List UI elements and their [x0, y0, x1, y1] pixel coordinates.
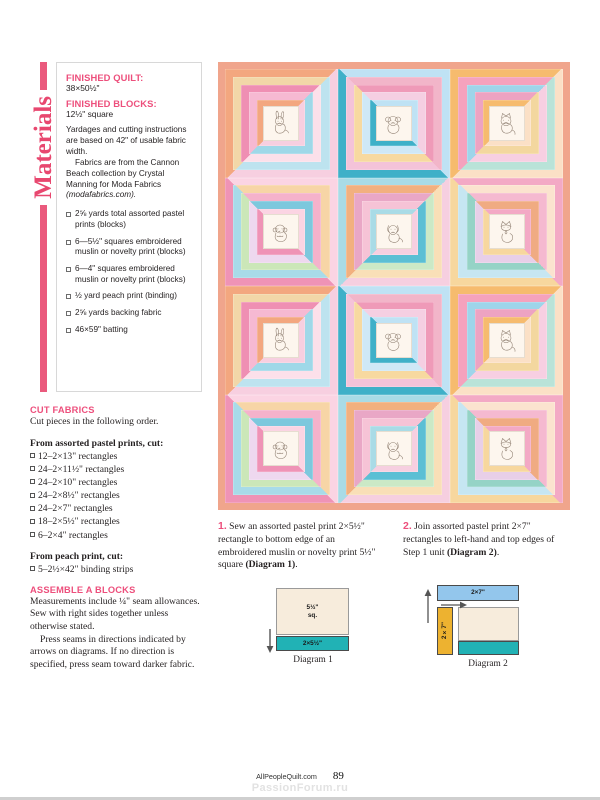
- materials-note-italic: (modafabrics.com).: [66, 190, 137, 200]
- embroidered-center-square: [376, 106, 412, 141]
- list-item: 24–2×8½" rectangles: [30, 489, 205, 502]
- list-item: 2⅝ yards backing fabric: [66, 308, 192, 319]
- embroidered-center-square: [489, 431, 525, 466]
- quilt-block: [338, 286, 451, 395]
- diagram-2-top-label: 2×7": [471, 589, 485, 597]
- step-text: Join assorted pastel print 2×7" rectangles to left-hand and top edges of Step 1 unit: [403, 521, 555, 558]
- materials-note-line2: Fabrics are from the Cannon Beach collection by Crystal Manning for Moda Fabrics (modafabrics.com).: [66, 157, 180, 200]
- checkbox-icon[interactable]: [66, 294, 71, 299]
- checkbox-icon[interactable]: [66, 311, 71, 316]
- press-arrow-left-icon: [441, 601, 467, 609]
- quilt-block: [225, 395, 338, 504]
- embroidered-center-square: [376, 214, 412, 249]
- checkbox-icon[interactable]: [66, 240, 71, 245]
- checkbox-icon[interactable]: [30, 532, 35, 537]
- embroidered-center-square: [376, 431, 412, 466]
- quilt-block: [225, 69, 338, 178]
- diagram-1-strip: [276, 636, 349, 651]
- peach-print-list: [30, 563, 205, 576]
- pastel-prints-list: [30, 450, 205, 542]
- press-arrow-icon: [266, 629, 274, 653]
- finished-blocks-value: 12½" square: [66, 108, 114, 119]
- diagram-1-caption: Diagram 1: [293, 655, 333, 665]
- embroidered-center-square: [489, 323, 525, 358]
- assemble-para-1: Measurements include ¼" seam allowances. Sew with right sides together unless otherwise stated.: [30, 595, 200, 633]
- materials-list: [66, 209, 192, 335]
- finished-quilt-heading: FINISHED QUILT:: [66, 72, 144, 83]
- step-tail: .: [295, 559, 298, 571]
- diagram-2-side-label: 2×7": [441, 622, 449, 640]
- step-tail: .: [496, 546, 500, 558]
- checkbox-icon[interactable]: [30, 493, 35, 498]
- checkbox-icon[interactable]: [30, 506, 35, 511]
- list-item: 2⅝ yards total assorted pastel prints (blocks): [66, 209, 192, 230]
- step-diagram-ref: (Diagram 2): [446, 546, 497, 558]
- diagram-2-square: [458, 607, 519, 641]
- list-item: 18–2×5½" rectangles: [30, 515, 205, 528]
- finished-quilt-photo: [218, 62, 570, 510]
- diagram-1-strip-label: 2×5½": [302, 639, 323, 647]
- quilt-block: [338, 395, 451, 504]
- diagram-2-strip: [458, 641, 519, 655]
- diagram-1-square: [276, 588, 349, 635]
- quilt-block: [450, 286, 563, 395]
- diagram-2: [413, 585, 563, 675]
- checkbox-icon[interactable]: [30, 519, 35, 524]
- materials-tab-label: Materials: [29, 96, 57, 199]
- step-2: [403, 520, 570, 572]
- footer-site: AllPeopleQuilt.com: [256, 772, 317, 781]
- materials-note-line1: Yardages and cutting instructions are based on 42" of usable fabric width.: [66, 125, 187, 156]
- embroidered-center-square: [263, 106, 299, 141]
- diagram-1: [238, 585, 388, 675]
- step-1: [218, 520, 385, 572]
- embroidered-center-square: [489, 106, 525, 141]
- checkbox-icon[interactable]: [30, 453, 35, 458]
- list-item: 46×59" batting: [66, 325, 192, 336]
- assemble-para-2: Press seams in directions indicated by arrows on diagrams. If no direction is specified, press seam toward darker fabric.: [30, 633, 195, 671]
- list-item: 6–2×4" rectangles: [30, 529, 205, 542]
- checkbox-icon[interactable]: [30, 566, 35, 571]
- embroidered-center-square: [263, 323, 299, 358]
- list-item: 12–2×13" rectangles: [30, 450, 205, 463]
- checkbox-icon[interactable]: [66, 212, 71, 217]
- left-column: [30, 405, 205, 672]
- list-item: 5–2½×42" binding strips: [30, 563, 205, 576]
- quilt-block: [450, 178, 563, 287]
- list-item: 6—5½" squares embroidered muslin or novelty print (blocks): [66, 237, 192, 258]
- finished-quilt-value: 38×50½": [66, 83, 100, 93]
- checkbox-icon[interactable]: [30, 466, 35, 471]
- quilt-block: [338, 178, 451, 287]
- diagram-2-side-strip: [437, 607, 453, 655]
- diagram-1-square-label: 5½" sq.: [306, 604, 319, 619]
- cut-fabrics-heading: CUT FABRICS: [30, 405, 95, 415]
- list-item: 24–2×10" rectangles: [30, 476, 205, 489]
- step-number: 1.: [218, 520, 227, 532]
- quilt-block: [450, 69, 563, 178]
- materials-tab: [30, 62, 56, 392]
- materials-box: [56, 62, 202, 392]
- embroidered-center-square: [489, 214, 525, 249]
- quilt-block: [225, 178, 338, 287]
- assemble-heading: ASSEMBLE A BLOCKS: [30, 584, 136, 595]
- pastel-prints-heading: From assorted pastel prints, cut:: [30, 437, 164, 449]
- checkbox-icon[interactable]: [66, 267, 71, 272]
- step-number: 2.: [403, 520, 412, 532]
- peach-print-heading: From peach print, cut:: [30, 550, 124, 562]
- materials-bar-bottom: [40, 205, 47, 392]
- list-item: 24–2×7" rectangles: [30, 502, 205, 515]
- embroidered-center-square: [263, 431, 299, 466]
- quilt-block: [225, 286, 338, 395]
- instruction-steps: [218, 520, 570, 572]
- page-number: 89: [332, 770, 344, 782]
- cut-fabrics-intro: Cut pieces in the following order.: [30, 416, 159, 427]
- checkbox-icon[interactable]: [30, 479, 35, 484]
- diagram-2-top-strip: [437, 585, 519, 601]
- materials-note: [66, 125, 192, 201]
- spacer: [30, 576, 205, 585]
- embroidered-center-square: [376, 323, 412, 358]
- quilt-block: [450, 395, 563, 504]
- diagrams-area: [218, 585, 570, 675]
- embroidered-center-square: [263, 214, 299, 249]
- step-diagram-ref: (Diagram 1): [245, 559, 296, 571]
- quilt-block: [338, 69, 451, 178]
- diagram-2-caption: Diagram 2: [468, 659, 508, 669]
- list-item: ½ yard peach print (binding): [66, 291, 192, 302]
- quilt-block-grid: [225, 69, 563, 503]
- finished-blocks-heading: FINISHED BLOCKS:: [66, 97, 157, 109]
- press-arrow-up-icon: [424, 589, 432, 623]
- materials-bar-top: [40, 62, 47, 90]
- watermark: PassionForum.ru: [251, 782, 349, 794]
- step-text: Sew an assorted pastel print 2×5½" rectangle to bottom edge of an embroidered muslin or novelty print 5½" square: [218, 521, 376, 571]
- list-item: 6—4" squares embroidered muslin or novelty print (blocks): [66, 264, 192, 285]
- checkbox-icon[interactable]: [66, 328, 71, 333]
- list-item: 24–2×11½" rectangles: [30, 463, 205, 476]
